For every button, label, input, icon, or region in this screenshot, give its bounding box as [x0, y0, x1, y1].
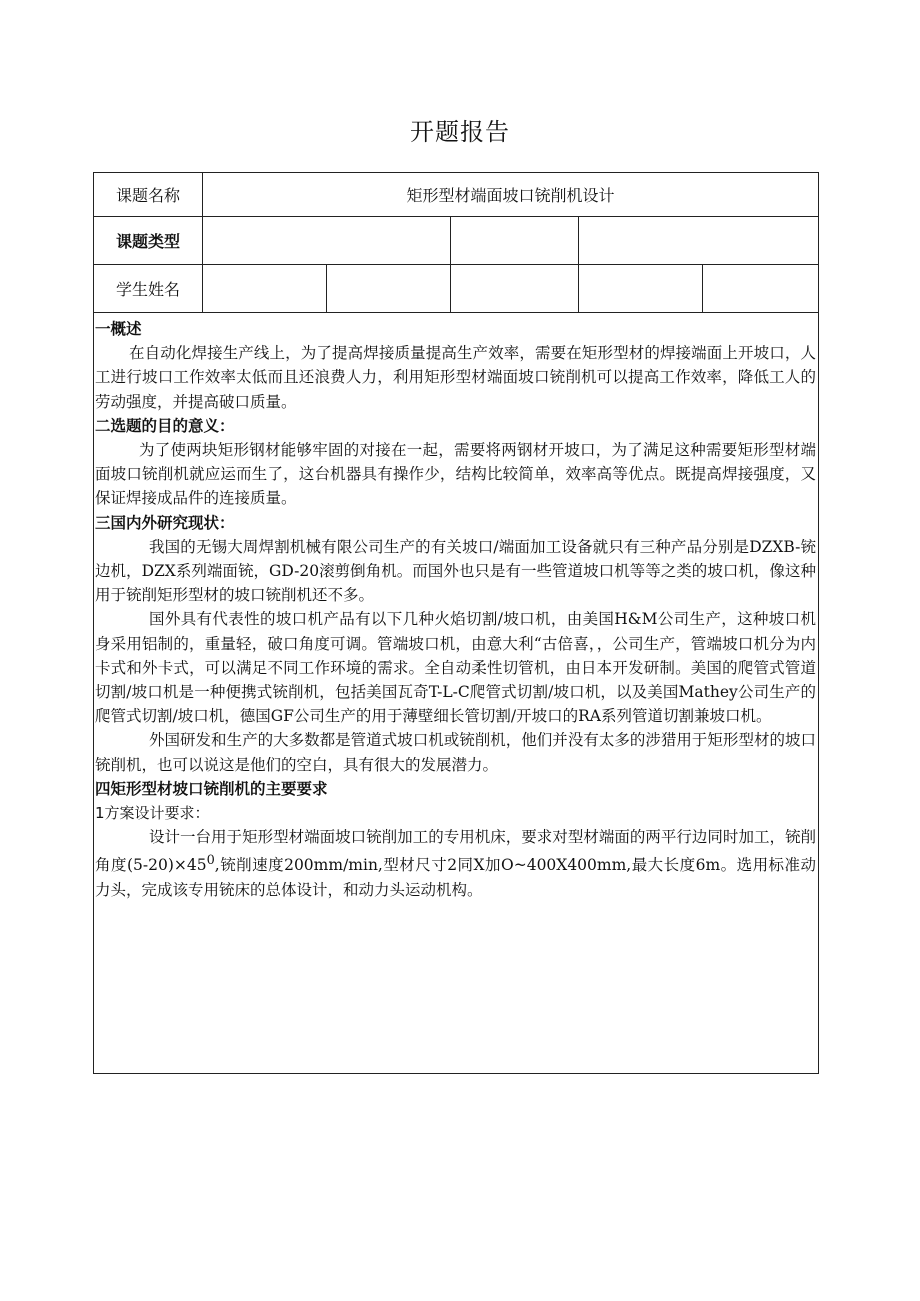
student-cell-1 [203, 265, 327, 312]
section-heading-requirements: 四矩形型材坡口铳削机的主要要求 [95, 778, 328, 798]
requirements-text-part-1: 设计一台用于矩形型材端面坡口铳削加工的专用机床，要求对型材端面的两平行边同时加工，铳削角度(5-20)×45 [95, 828, 816, 875]
topic-type-cell-1 [203, 217, 451, 264]
overview-paragraph: 在自动化焊接生产线上，为了提高焊接质量提高生产效率，需要在矩形型材的焊接端面上开坡口，人工进行坡口工作效率太低而且还浪费人力，利用矩形型材端面坡口铳削机可以提高工作效率，降低工人的劳动强度，并提高破口质量。 [95, 344, 816, 411]
row-topic-name [94, 173, 818, 217]
section-heading-purpose: 二选题的目的意义： [95, 415, 235, 435]
requirements-text-part-2: ,铳削速度200mm∕min,型材尺寸2同X加O~400X400mm,最大长度6m。选用标准动力头，完成该专用铳床的总体设计，和动力头运动机构。 [95, 856, 816, 899]
topic-type-cell-3 [579, 217, 818, 264]
student-cell-3 [451, 265, 579, 312]
page-title: 开题报告 [410, 118, 510, 146]
requirements-subheading: 1方案设计要求： [95, 804, 210, 823]
student-cell-2 [327, 265, 451, 312]
research-paragraph-2: 国外具有代表性的坡口机产品有以下几种火焰切割/坡口机，由美国H&M公司生产，这种坡口机身采用铝制的，重量轻，破口角度可调。管端坡口机，由意大利“古倍喜，，公司生产，管端坡口机分为内卡式和外卡式，可以满足不同工作环境的需求。全自动柔性切管机，由日本开发研制。美国的爬管式管道切割/坡口机是一种便携式铳削机，包括美国瓦奇T-L-C爬管式切割/坡口机，以及美国Mathey公司生产的爬管式切割/坡口机，德国GF公司生产的用于薄壁细长管切割/开坡口的RA系列管道切割兼坡口机。 [95, 610, 816, 726]
report-form [93, 172, 819, 1074]
report-body [94, 313, 818, 902]
student-name-label: 学生姓名 [94, 265, 203, 312]
topic-type-cell-2 [451, 217, 579, 264]
research-paragraph-1: 我国的无锡大周焊割机械有限公司生产的有关坡口/端面加工设备就只有三种产品分别是DZXB-铳边机，DZX系列端面铳，GD-20滚剪倒角机。而国外也只是有一些管道坡口机等等之类的坡口机，像这种用于铳削矩形型材的坡口铳削机还不多。 [95, 537, 816, 605]
row-topic-type [94, 217, 818, 265]
section-heading-research-status: 三国内外研究现状： [95, 512, 235, 532]
section-heading-overview: 一概述 [95, 319, 142, 338]
student-cell-4 [579, 265, 703, 312]
requirements-paragraph [95, 825, 816, 902]
topic-name-label: 课题名称 [94, 173, 203, 216]
topic-type-label: 课题类型 [94, 217, 203, 264]
topic-name-value: 矩形型材端面坡口铳削机设计 [406, 186, 615, 205]
degree-superscript: 0 [206, 853, 215, 869]
student-cell-5 [703, 265, 818, 312]
research-paragraph-3: 外国研发和生产的大多数都是管道式坡口机或铳削机，他们并没有太多的涉猎用于矩形型材的坡口铳削机，也可以说这是他们的空白，具有很大的发展潜力。 [95, 731, 816, 774]
row-student-name [94, 265, 818, 313]
purpose-paragraph: 为了使两块矩形钢材能够牢固的对接在一起，需要将两钢材开坡口，为了满足这种需要矩形型材端面坡口铳削机就应运而生了，这台机器具有操作少，结构比较简单，效率高等优点。既提高焊接强度，又保证焊接成品件的连接质量。 [95, 441, 816, 508]
